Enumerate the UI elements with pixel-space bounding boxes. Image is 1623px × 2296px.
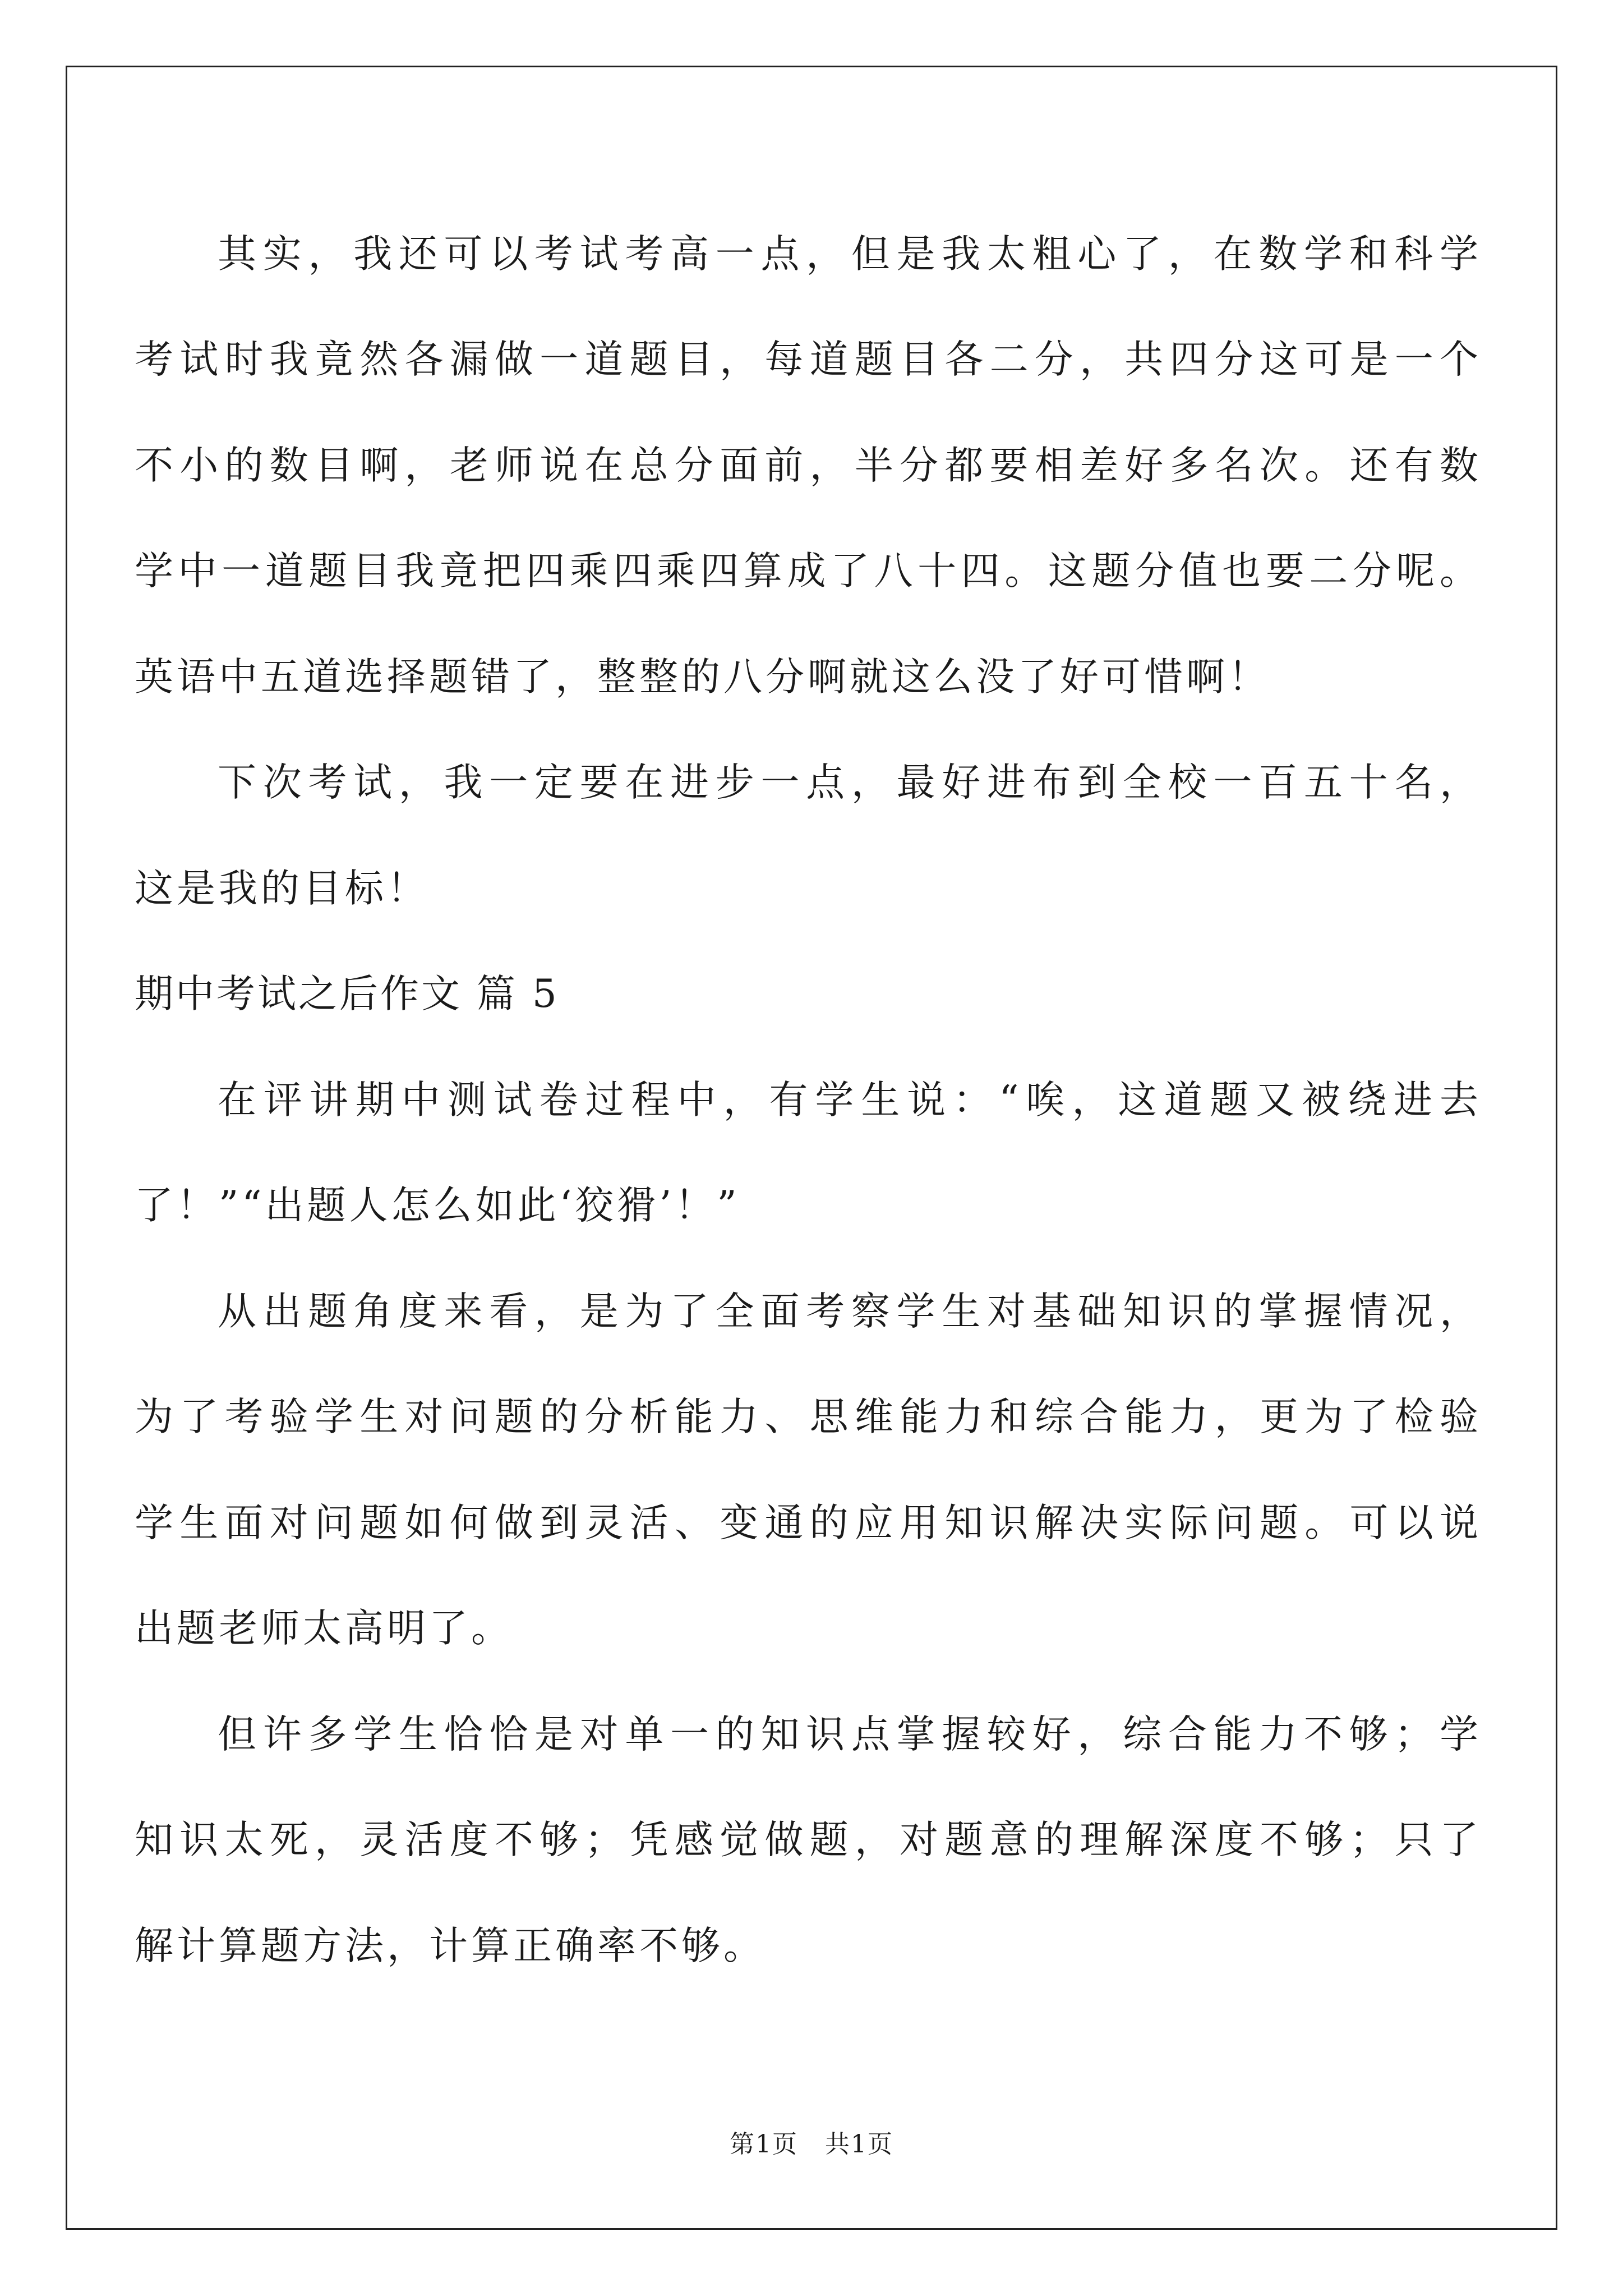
text-line: 为了考验学生对问题的分析能力、思维能力和综合能力，更为了检验 xyxy=(135,1395,1482,1439)
text-line: 解计算题方法，计算正确率不够。 xyxy=(135,1924,766,1968)
text-line: 不小的数目啊，老师说在总分面前，半分都要相差好多名次。还有数 xyxy=(135,443,1482,488)
text-line: 下次考试，我一定要在进步一点，最好进布到全校一百五十名， xyxy=(218,760,1482,805)
text-line: 其实，我还可以考试考高一点，但是我太粗心了，在数学和科学 xyxy=(218,232,1482,277)
text-line: 了！”“出题人怎么如此‘狡猾’！” xyxy=(135,1183,740,1228)
text-line: 这是我的目标！ xyxy=(135,866,429,911)
text-line: 学中一道题目我竟把四乘四乘四算成了八十四。这题分值也要二分呢。 xyxy=(135,549,1482,593)
page-footer: 第1页 共1页 xyxy=(730,2130,893,2159)
text-line: 英语中五道选择题错了，整整的八分啊就这么没了好可惜啊！ xyxy=(135,655,1270,700)
text-line: 在评讲期中测试卷过程中，有学生说：“唉，这道题又被绕进去 xyxy=(218,1078,1482,1122)
text-line: 考试时我竟然各漏做一道题目，每道题目各二分，共四分这可是一个 xyxy=(135,337,1482,382)
page-border xyxy=(66,66,1557,2230)
text-line: 学生面对问题如何做到灵活、变通的应用知识解决实际问题。可以说 xyxy=(135,1501,1482,1545)
section-heading: 期中考试之后作文 篇 5 xyxy=(135,972,559,1016)
text-line: 从出题角度来看，是为了全面考察学生对基础知识的掌握情况， xyxy=(218,1289,1482,1334)
text-line: 但许多学生恰恰是对单一的知识点掌握较好，综合能力不够；学 xyxy=(218,1712,1482,1757)
text-line: 出题老师太高明了。 xyxy=(135,1606,513,1651)
text-line: 知识太死，灵活度不够；凭感觉做题，对题意的理解深度不够；只了 xyxy=(135,1818,1482,1862)
